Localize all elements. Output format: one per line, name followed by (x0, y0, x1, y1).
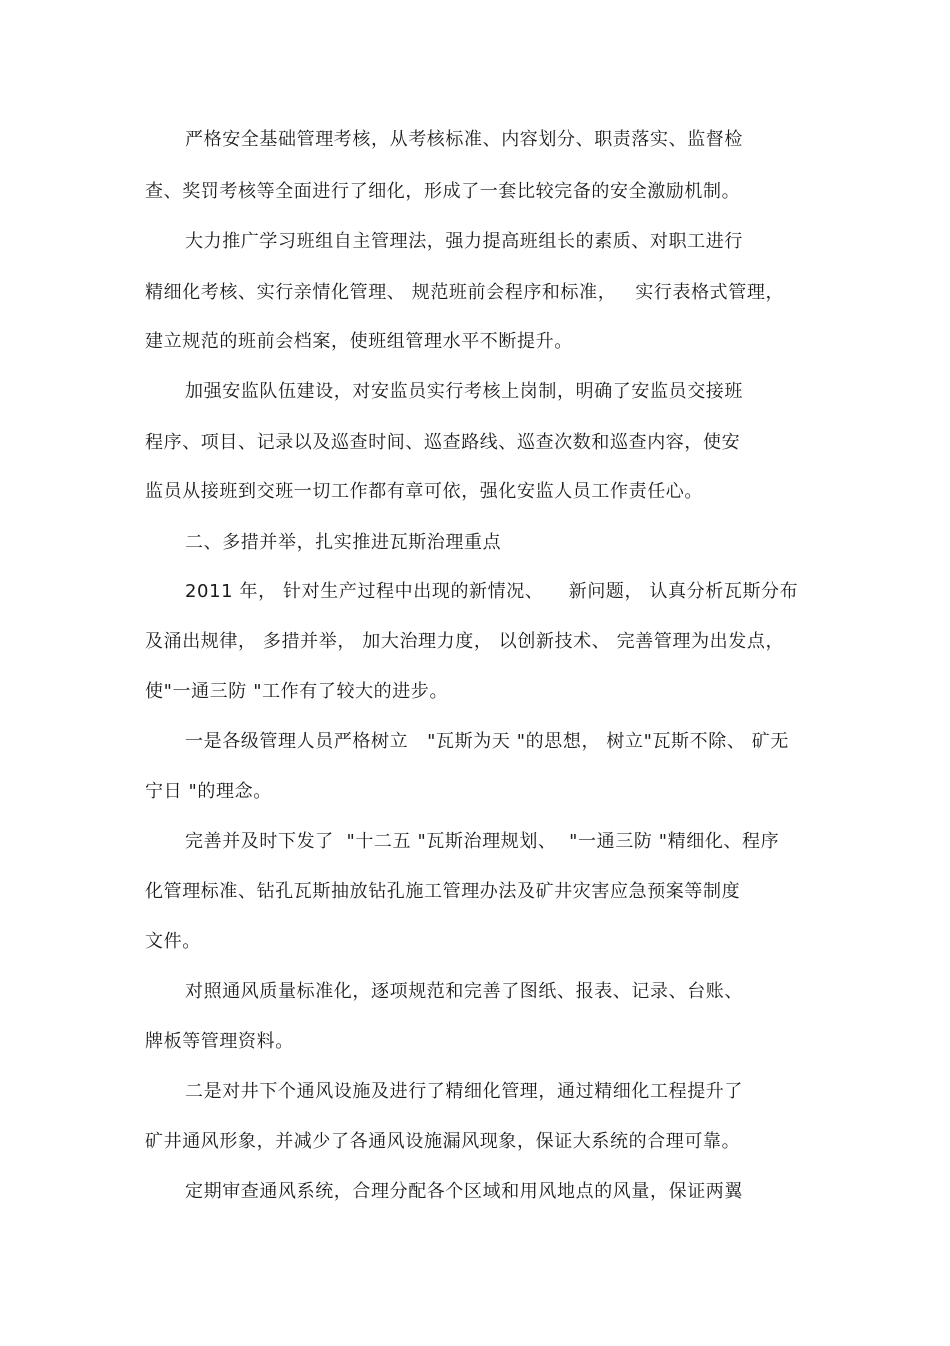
text-line: 化管理标准、钻孔瓦斯抽放钻孔施工管理办法及矿井灾害应急预案等制度 (145, 881, 741, 902)
section-heading: 二、多措并举，扎实推进瓦斯治理重点 (185, 532, 502, 553)
text-line: 完善并及时下发了 "十二五 "瓦斯治理规划、 "一通三防 "精细化、程序 (185, 831, 780, 852)
text-line: 精细化考核、实行亲情化管理、 规范班前会程序和标准， 实行表格式管理， (145, 282, 785, 303)
text-line: 加强安监队伍建设，对安监员实行考核上岗制，明确了安监员交接班 (185, 381, 743, 402)
text-line: 及涌出规律， 多措并举， 加大治理力度， 以创新技术、 完善管理为出发点， (145, 631, 785, 652)
text-line: 文件。 (145, 931, 201, 952)
text-line: 查、奖罚考核等全面进行了细化，形成了一套比较完备的安全激励机制。 (145, 181, 741, 202)
text-line: 建立规范的班前会档案，使班组管理水平不断提升。 (145, 331, 573, 352)
text-line: 对照通风质量标准化，逐项规范和完善了图纸、报表、记录、台账、 (185, 981, 743, 1002)
text-line: 宁日 "的理念。 (145, 781, 272, 802)
text-line: 二是对井下个通风设施及进行了精细化管理，通过精细化工程提升了 (185, 1081, 743, 1102)
text-line: 矿井通风形象，并减少了各通风设施漏风现象，保证大系统的合理可靠。 (145, 1131, 741, 1152)
text-line: 严格安全基础管理考核，从考核标准、内容划分、职责落实、监督检 (185, 129, 743, 150)
text-line: 定期审查通风系统，合理分配各个区域和用风地点的风量，保证两翼 (185, 1181, 743, 1202)
text-line: 监员从接班到交班一切工作都有章可依，强化安监人员工作责任心。 (145, 481, 703, 502)
text-line: 2011 年， 针对生产过程中出现的新情况、 新问题， 认真分析瓦斯分布 (185, 581, 799, 602)
text-line: 大力推广学习班组自主管理法，强力提高班组长的素质、对职工进行 (185, 231, 743, 252)
text-line: 程序、项目、记录以及巡查时间、巡查路线、巡查次数和巡查内容，使安 (145, 432, 741, 453)
text-line: 使"一通三防 "工作有了较大的进步。 (145, 681, 449, 702)
text-line: 一是各级管理人员严格树立 "瓦斯为天 "的思想， 树立"瓦斯不除、 矿无 (185, 731, 789, 752)
text-line: 牌板等管理资料。 (145, 1031, 294, 1052)
